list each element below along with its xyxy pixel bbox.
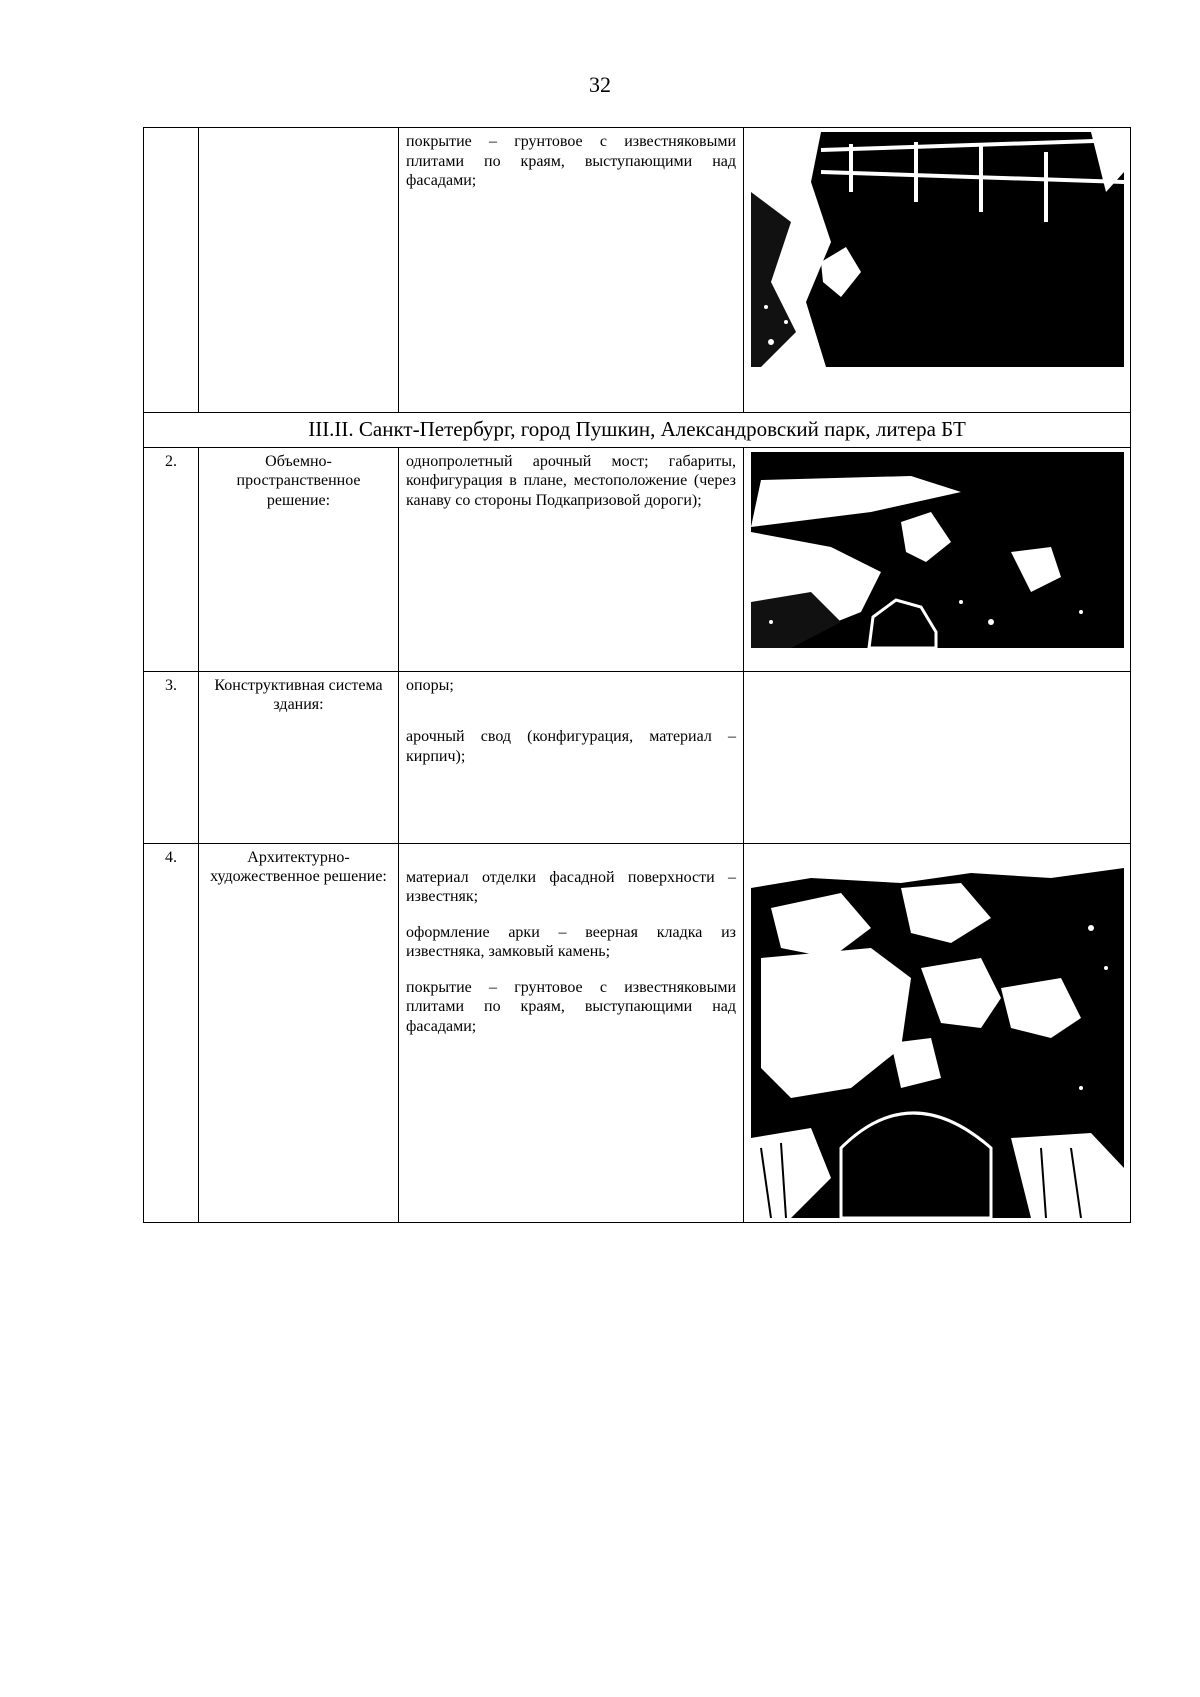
table-row: [144, 671, 1131, 843]
description-paragraph: арочный свод (конфигурация, материал – кирпич);: [406, 728, 736, 765]
table-row: [144, 128, 1131, 413]
description-paragraph: покрытие – грунтовое с известняковыми плитами по краям, выступающими над фасадами;: [406, 133, 736, 190]
feature-name: Архитектурно-художественное решение:: [199, 843, 399, 1222]
photo-cell: [744, 843, 1131, 1222]
photo-cell: [744, 447, 1131, 671]
feature-name: Конструктивная система здания:: [199, 671, 399, 843]
photo-cell: [744, 671, 1131, 843]
section-title: III.II. Санкт-Петербург, город Пушкин, Александровский парк, литера БТ: [144, 413, 1131, 448]
bridge-arch-front-photo: [751, 848, 1124, 1218]
row-number: [144, 128, 199, 413]
feature-name: Объемно-пространственное решение:: [199, 447, 399, 671]
description-paragraph: опоры;: [406, 676, 454, 694]
description-paragraph: покрытие – грунтовое с известняковыми плитами по краям, выступающими над фасадами;: [406, 978, 736, 1035]
bridge-side-view-photo: [751, 452, 1124, 648]
feature-description: [399, 671, 744, 843]
bridge-railing-photo: [751, 132, 1124, 367]
page-number: 32: [589, 72, 611, 97]
row-number: 4.: [144, 843, 199, 1222]
photo-cell: [744, 128, 1131, 413]
feature-name: [199, 128, 399, 413]
table-row: [144, 843, 1131, 1222]
protected-features-table: [143, 127, 1131, 1223]
description-paragraph: однопролетный арочный мост; габариты, конфигурация в плане, местоположение (через канаву со стороны Подкапризовой дороги);: [406, 452, 736, 509]
row-number: 2.: [144, 447, 199, 671]
table-row: [144, 447, 1131, 671]
row-number: 3.: [144, 671, 199, 843]
feature-description: [399, 128, 744, 413]
section-heading-row: [144, 413, 1131, 448]
feature-description: [399, 447, 744, 671]
description-paragraph: материал отделки фасадной поверхности – известняк;: [406, 868, 736, 906]
feature-description: [399, 843, 744, 1222]
description-paragraph: оформление арки – веерная кладка из известняка, замковый камень;: [406, 923, 736, 961]
